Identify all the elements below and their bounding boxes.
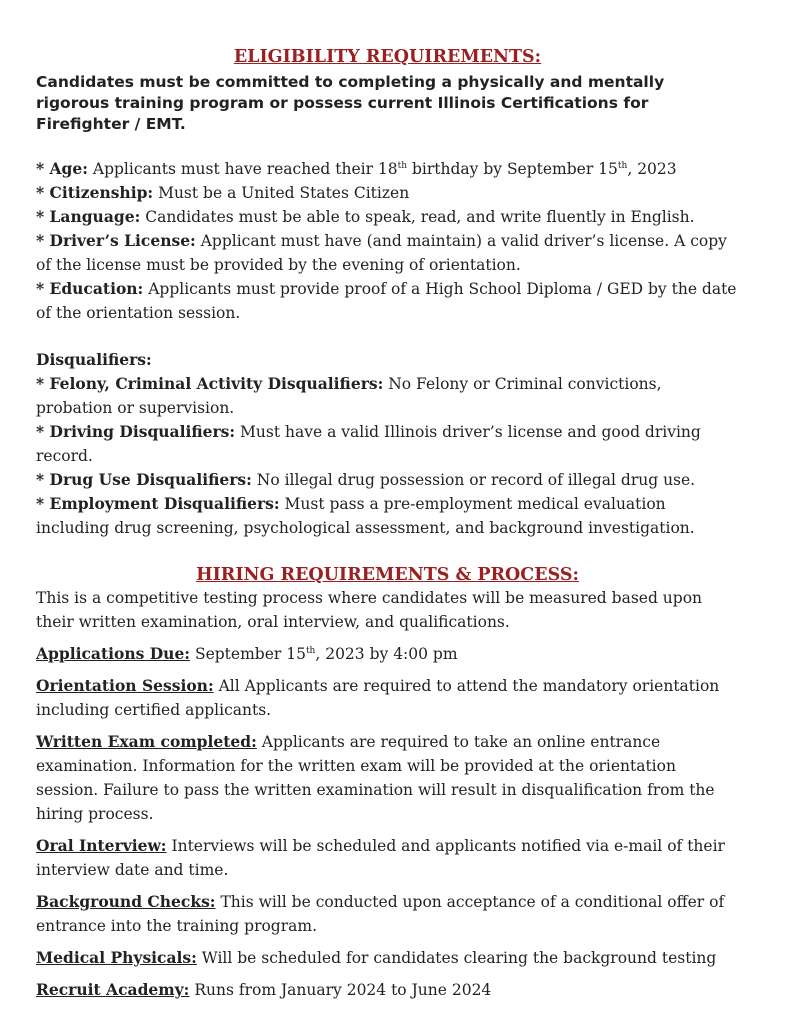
applications-due-text-a: September 15	[190, 645, 306, 663]
written-exam-text: Applicants are required to take an online entrance examination. Information for the written exam will be provided at the orientation session. Failure to pass the written examination will result in disqualification from the hiring process.	[36, 733, 715, 823]
disqualifier-text: No Felony or Criminal convictions, probation or supervision.	[36, 375, 662, 417]
oral-interview-text: Interviews will be scheduled and applicants notified via e-mail of their interview date and time.	[36, 837, 725, 879]
background-checks-text: This will be conducted upon acceptance of a conditional offer of entrance into the training program.	[36, 893, 725, 935]
eligibility-heading: ELIGIBILITY REQUIREMENTS:	[233, 47, 542, 67]
age-text-a: Applicants must have reached their 18	[87, 160, 398, 178]
disqualifiers-heading	[36, 348, 739, 372]
oral-interview	[36, 834, 739, 882]
recruit-academy-label: Recruit Academy:	[36, 980, 190, 999]
education-text: Applicants must provide proof of a High School Diploma / GED by the date of the orientation session.	[36, 280, 737, 322]
recruit-academy	[36, 978, 739, 1002]
eligibility-language	[36, 205, 739, 229]
disqualifier-label: * Driving Disqualifiers:	[36, 422, 236, 441]
eligibility-intro: Candidates must be committed to completing a physically and mentally rigorous training program or possess current Illinois Certifications for Firefighter / EMT.	[36, 73, 665, 133]
citizenship-text: Must be a United States Citizen	[153, 184, 410, 202]
orientation-text: All Applicants are required to attend the mandatory orientation including certified applicants.	[36, 677, 720, 719]
background-checks	[36, 890, 739, 938]
drivers-license-text: Applicant must have (and maintain) a valid driver’s license. A copy of the license must be provided by the evening of orientation.	[36, 232, 727, 274]
medical-physicals-text: Will be scheduled for candidates clearing the background testing	[196, 949, 717, 967]
disqualifier-item	[36, 468, 739, 492]
age-text-b: birthday by September 15	[407, 160, 618, 178]
disqualifier-text: No illegal drug possession or record of illegal drug use.	[251, 471, 696, 489]
age-label: * Age:	[36, 159, 88, 178]
eligibility-citizenship	[36, 181, 739, 205]
applications-due-label: Applications Due:	[36, 644, 191, 663]
applications-due-text-b: , 2023 by 4:00 pm	[315, 645, 458, 663]
background-checks-label: Background Checks:	[36, 892, 216, 911]
disqualifier-item	[36, 420, 739, 468]
recruit-academy-text: Runs from January 2024 to June 2024	[189, 981, 492, 999]
disqualifier-label: * Employment Disqualifiers:	[36, 494, 280, 513]
written-exam	[36, 730, 739, 826]
eligibility-drivers-license	[36, 229, 739, 277]
written-exam-label: Written Exam completed:	[36, 732, 257, 751]
disqualifier-label: * Drug Use Disqualifiers:	[36, 470, 252, 489]
education-label: * Education:	[36, 279, 144, 298]
age-sup-b: th	[617, 160, 628, 171]
age-sup-a: th	[397, 160, 408, 171]
hiring-intro: This is a competitive testing process where candidates will be measured based upon their written examination, oral interview, and qualifications.	[36, 589, 703, 631]
disqualifiers-heading-text: Disqualifiers:	[36, 350, 152, 369]
citizenship-label: * Citizenship:	[36, 183, 154, 202]
disqualifier-label: * Felony, Criminal Activity Disqualifiers:	[36, 374, 384, 393]
disqualifier-text: Must have a valid Illinois driver’s license and good driving record.	[36, 423, 701, 465]
medical-physicals-label: Medical Physicals:	[36, 948, 197, 967]
age-text-c: , 2023	[627, 160, 677, 178]
disqualifier-text: Must pass a pre-employment medical evaluation including drug screening, psychological assessment, and background investigation.	[36, 495, 695, 537]
language-text: Candidates must be able to speak, read, and write fluently in English.	[140, 208, 695, 226]
language-label: * Language:	[36, 207, 141, 226]
applications-due	[36, 642, 739, 666]
disqualifier-item	[36, 492, 739, 540]
oral-interview-label: Oral Interview:	[36, 836, 167, 855]
hiring-heading: HIRING REQUIREMENTS & PROCESS:	[196, 565, 579, 585]
medical-physicals	[36, 946, 739, 970]
eligibility-age	[36, 157, 739, 181]
eligibility-education	[36, 277, 739, 325]
applications-due-sup: th	[305, 645, 316, 656]
orientation-label: Orientation Session:	[36, 676, 214, 695]
disqualifier-item	[36, 372, 739, 420]
drivers-license-label: * Driver’s License:	[36, 231, 196, 250]
orientation-session	[36, 674, 739, 722]
